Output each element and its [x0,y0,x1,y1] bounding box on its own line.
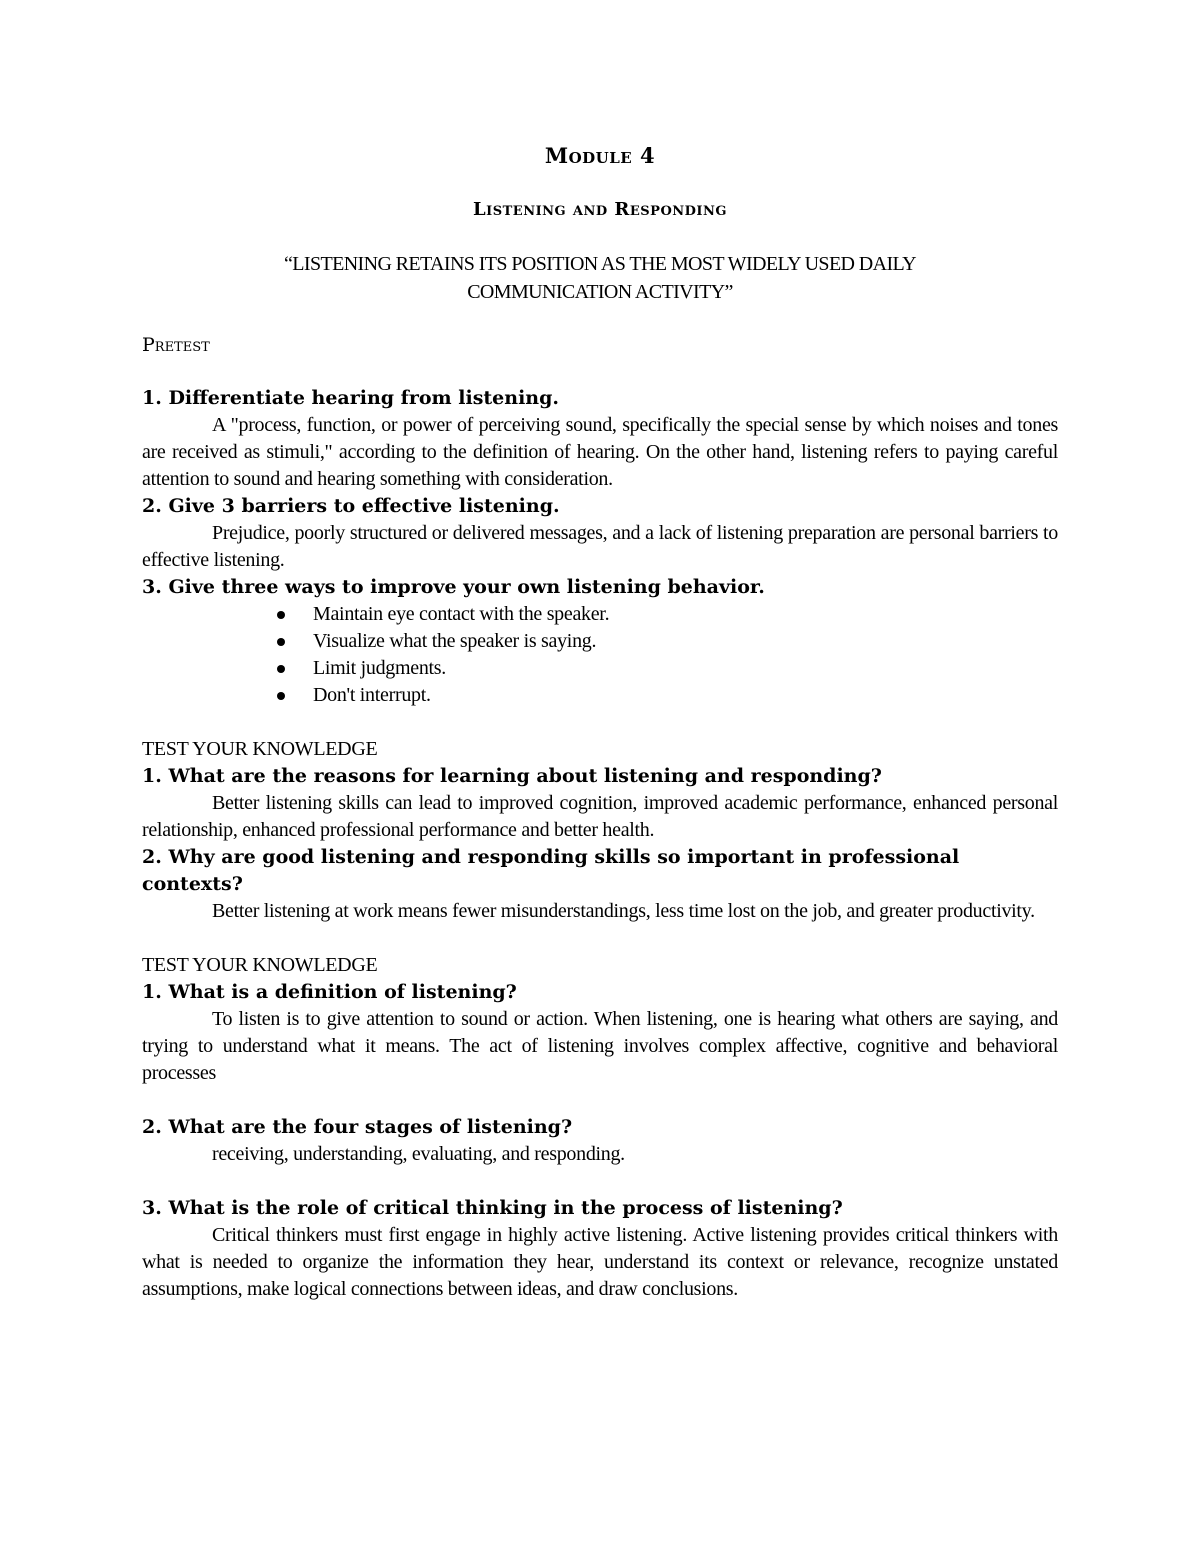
tyk2-answer-2: receiving, understanding, evaluating, and responding. [212,1143,625,1165]
module-title: Module 4 [544,143,656,168]
test-your-knowledge-heading-2: TEST YOUR KNOWLEDGE [142,954,378,976]
tyk2-answer-1: To listen is to give attention to sound or action. When listening, one is hearing what others are saying, and trying to understand what it means. The act of listening involves complex affective, cognitive and behavioral processes [142,1008,1058,1084]
pretest-heading: Pretest [142,334,210,356]
pretest-answer-2: Prejudice, poorly structured or delivered messages, and a lack of listening preparation are personal barriers to effective listening. [142,522,1058,571]
pretest-question-1: 1. Differentiate hearing from listening. [142,387,559,409]
test-your-knowledge-heading-1: TEST YOUR KNOWLEDGE [142,738,378,760]
quote-line-2: COMMUNICATION ACTIVITY” [467,281,733,303]
list-item-text: Limit judgments. [313,657,446,679]
list-item-text: Visualize what the speaker is saying. [313,630,597,652]
tyk2-question-3: 3. What is the role of critical thinking in the process of listening? [142,1197,843,1219]
pretest-answer-1: A "process, function, or power of perceiving sound, specifically the special sense by which noises and tones are received as stimuli," according to the definition of hearing. On the other hand, listening refers to paying careful attention to sound and hearing something with consideration. [142,414,1058,490]
list-item [277,655,1058,682]
document-page [142,138,1058,1303]
epigraph-quote [142,250,1058,306]
list-item-text: Don't interrupt. [313,684,431,706]
tyk1-answer-1: Better listening skills can lead to improved cognition, improved academic performance, enhanced personal relationship, enhanced professional performance and better health. [142,792,1058,841]
spacer [142,1168,1058,1195]
pretest-question-3: 3. Give three ways to improve your own listening behavior. [142,576,765,598]
list-item-text: Maintain eye contact with the speaker. [313,603,610,625]
bullet-icon [277,638,285,646]
list-item [277,682,1058,709]
tyk2-question-1: 1. What is a definition of listening? [142,981,517,1003]
spacer [142,1087,1058,1114]
tyk2-answer-3: Critical thinkers must first engage in highly active listening. Active listening provides critical thinkers with what is needed to organize the information they hear, understand its context or relevance, recognize unstated assumptions, make logical connections between ideas, and draw conclusions. [142,1224,1058,1300]
bullet-icon [277,611,285,619]
tyk1-question-2: 2. Why are good listening and responding skills so important in professional contexts? [142,846,960,895]
module-subtitle: Listening and Responding [472,199,727,220]
list-item [277,628,1058,655]
list-item [277,601,1058,628]
pretest-question-2: 2. Give 3 barriers to effective listening. [142,495,560,517]
bullet-icon [277,665,285,673]
listening-tips-list [142,601,1058,709]
tyk1-answer-2: Better listening at work means fewer misunderstandings, less time lost on the job, and greater productivity. [212,900,1035,922]
tyk1-question-1: 1. What are the reasons for learning about listening and responding? [142,765,882,787]
bullet-icon [277,692,285,700]
quote-line-1: “LISTENING RETAINS ITS POSITION AS THE MOST WIDELY USED DAILY [283,253,917,275]
tyk2-question-2: 2. What are the four stages of listening? [142,1116,573,1138]
